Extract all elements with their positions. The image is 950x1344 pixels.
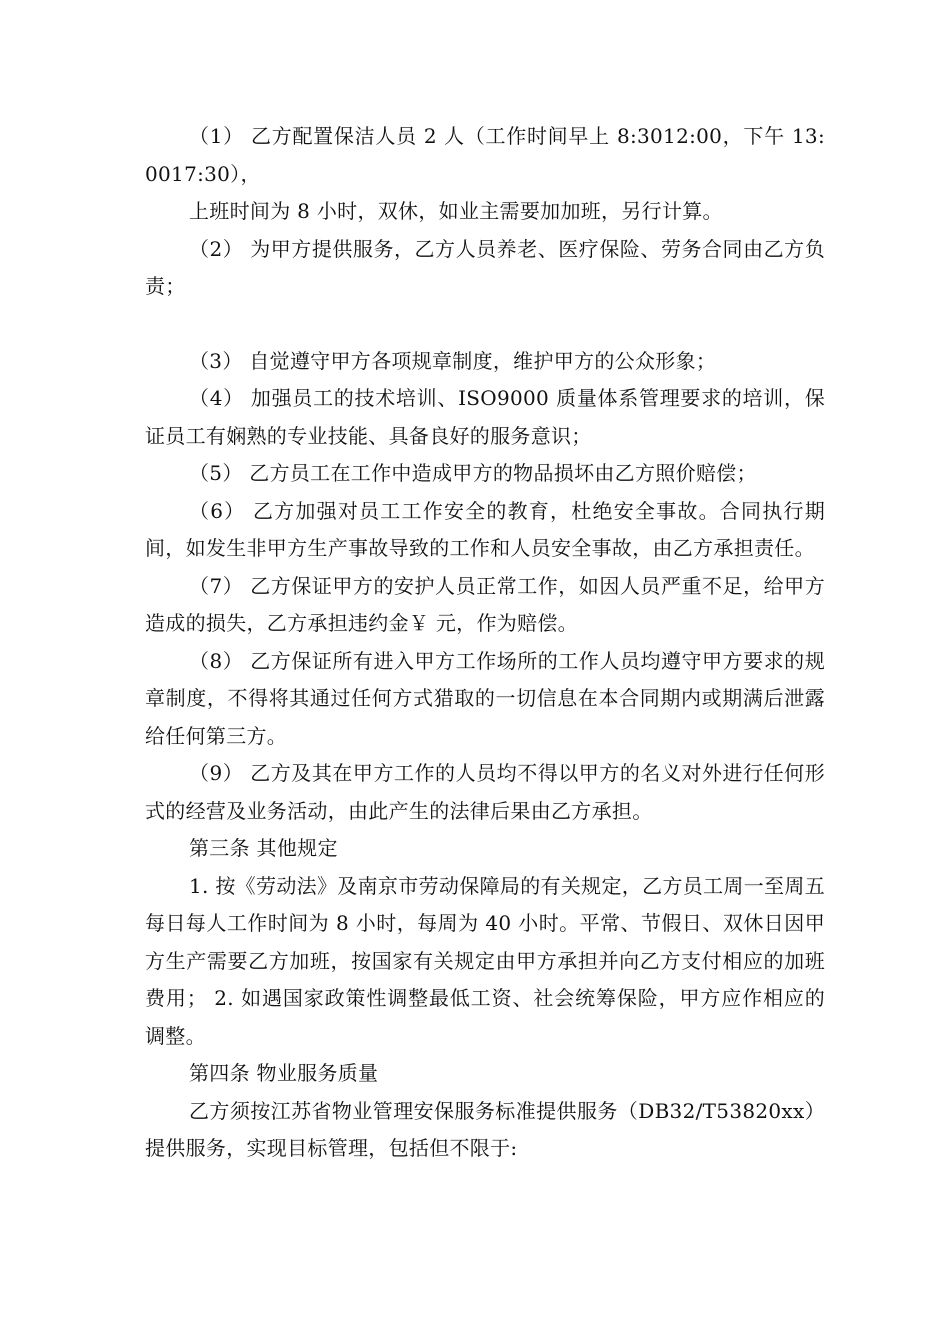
clause-7: （7） 乙方保证甲方的安护人员正常工作，如因人员严重不足，给甲方造成的损失，乙方承担违约金￥ 元，作为赔偿。	[145, 573, 825, 635]
section-heading-article-3: 第三条 其他规定	[189, 836, 338, 860]
clause-4: （4） 加强员工的技术培训、ISO9000 质量体系管理要求的培训，保证员工有娴熟的专业技能、具备良好的服务意识；	[145, 386, 825, 448]
clause-5: （5） 乙方员工在工作中造成甲方的物品损坏由乙方照价赔偿；	[189, 461, 757, 485]
article-3-body: 1. 按《劳动法》及南京市劳动保障局的有关规定，乙方员工周一至周五每日每人工作时间为 8 小时，每周为 40 小时。平常、节假日、双休日因甲方生产需要乙方加班，按国家有关规定由甲方承担并向乙方支付相应的加班费用； 2. 如遇国家政策性调整最低工资、社会统筹保险，甲方应作相应的调整。	[145, 873, 825, 1048]
document-page	[145, 118, 825, 1168]
paragraph-gap	[145, 306, 825, 343]
section-heading-article-4: 第四条 物业服务质量	[189, 1061, 379, 1085]
clause-8: （8） 乙方保证所有进入甲方工作场所的工作人员均遵守甲方要求的规章制度，不得将其通过任何方式猎取的一切信息在本合同期内或期满后泄露给任何第三方。	[145, 648, 825, 748]
work-hours-note: 上班时间为 8 小时，双休，如业主需要加加班，另行计算。	[189, 199, 723, 223]
clause-9: （9） 乙方及其在甲方工作的人员均不得以甲方的名义对外进行任何形式的经营及业务活动，由此产生的法律后果由乙方承担。	[145, 761, 825, 823]
clause-3: （3） 自觉遵守甲方各项规章制度，维护甲方的公众形象；	[189, 348, 717, 373]
clause-2: （2） 为甲方提供服务，乙方人员养老、医疗保险、劳务合同由乙方负责；	[145, 236, 825, 298]
clause-6: （6） 乙方加强对员工工作安全的教育，杜绝安全事故。合同执行期间，如发生非甲方生产事故导致的工作和人员安全事故，由乙方承担责任。	[145, 498, 825, 560]
article-4-body: 乙方须按江苏省物业管理安保服务标准提供服务（DB32/T53820xx）提供服务，实现目标管理，包括但不限于:	[145, 1098, 825, 1160]
clause-1: （1） 乙方配置保洁人员 2 人（工作时间早上 8:3012:00，下午 13:0017:30），	[145, 124, 825, 186]
